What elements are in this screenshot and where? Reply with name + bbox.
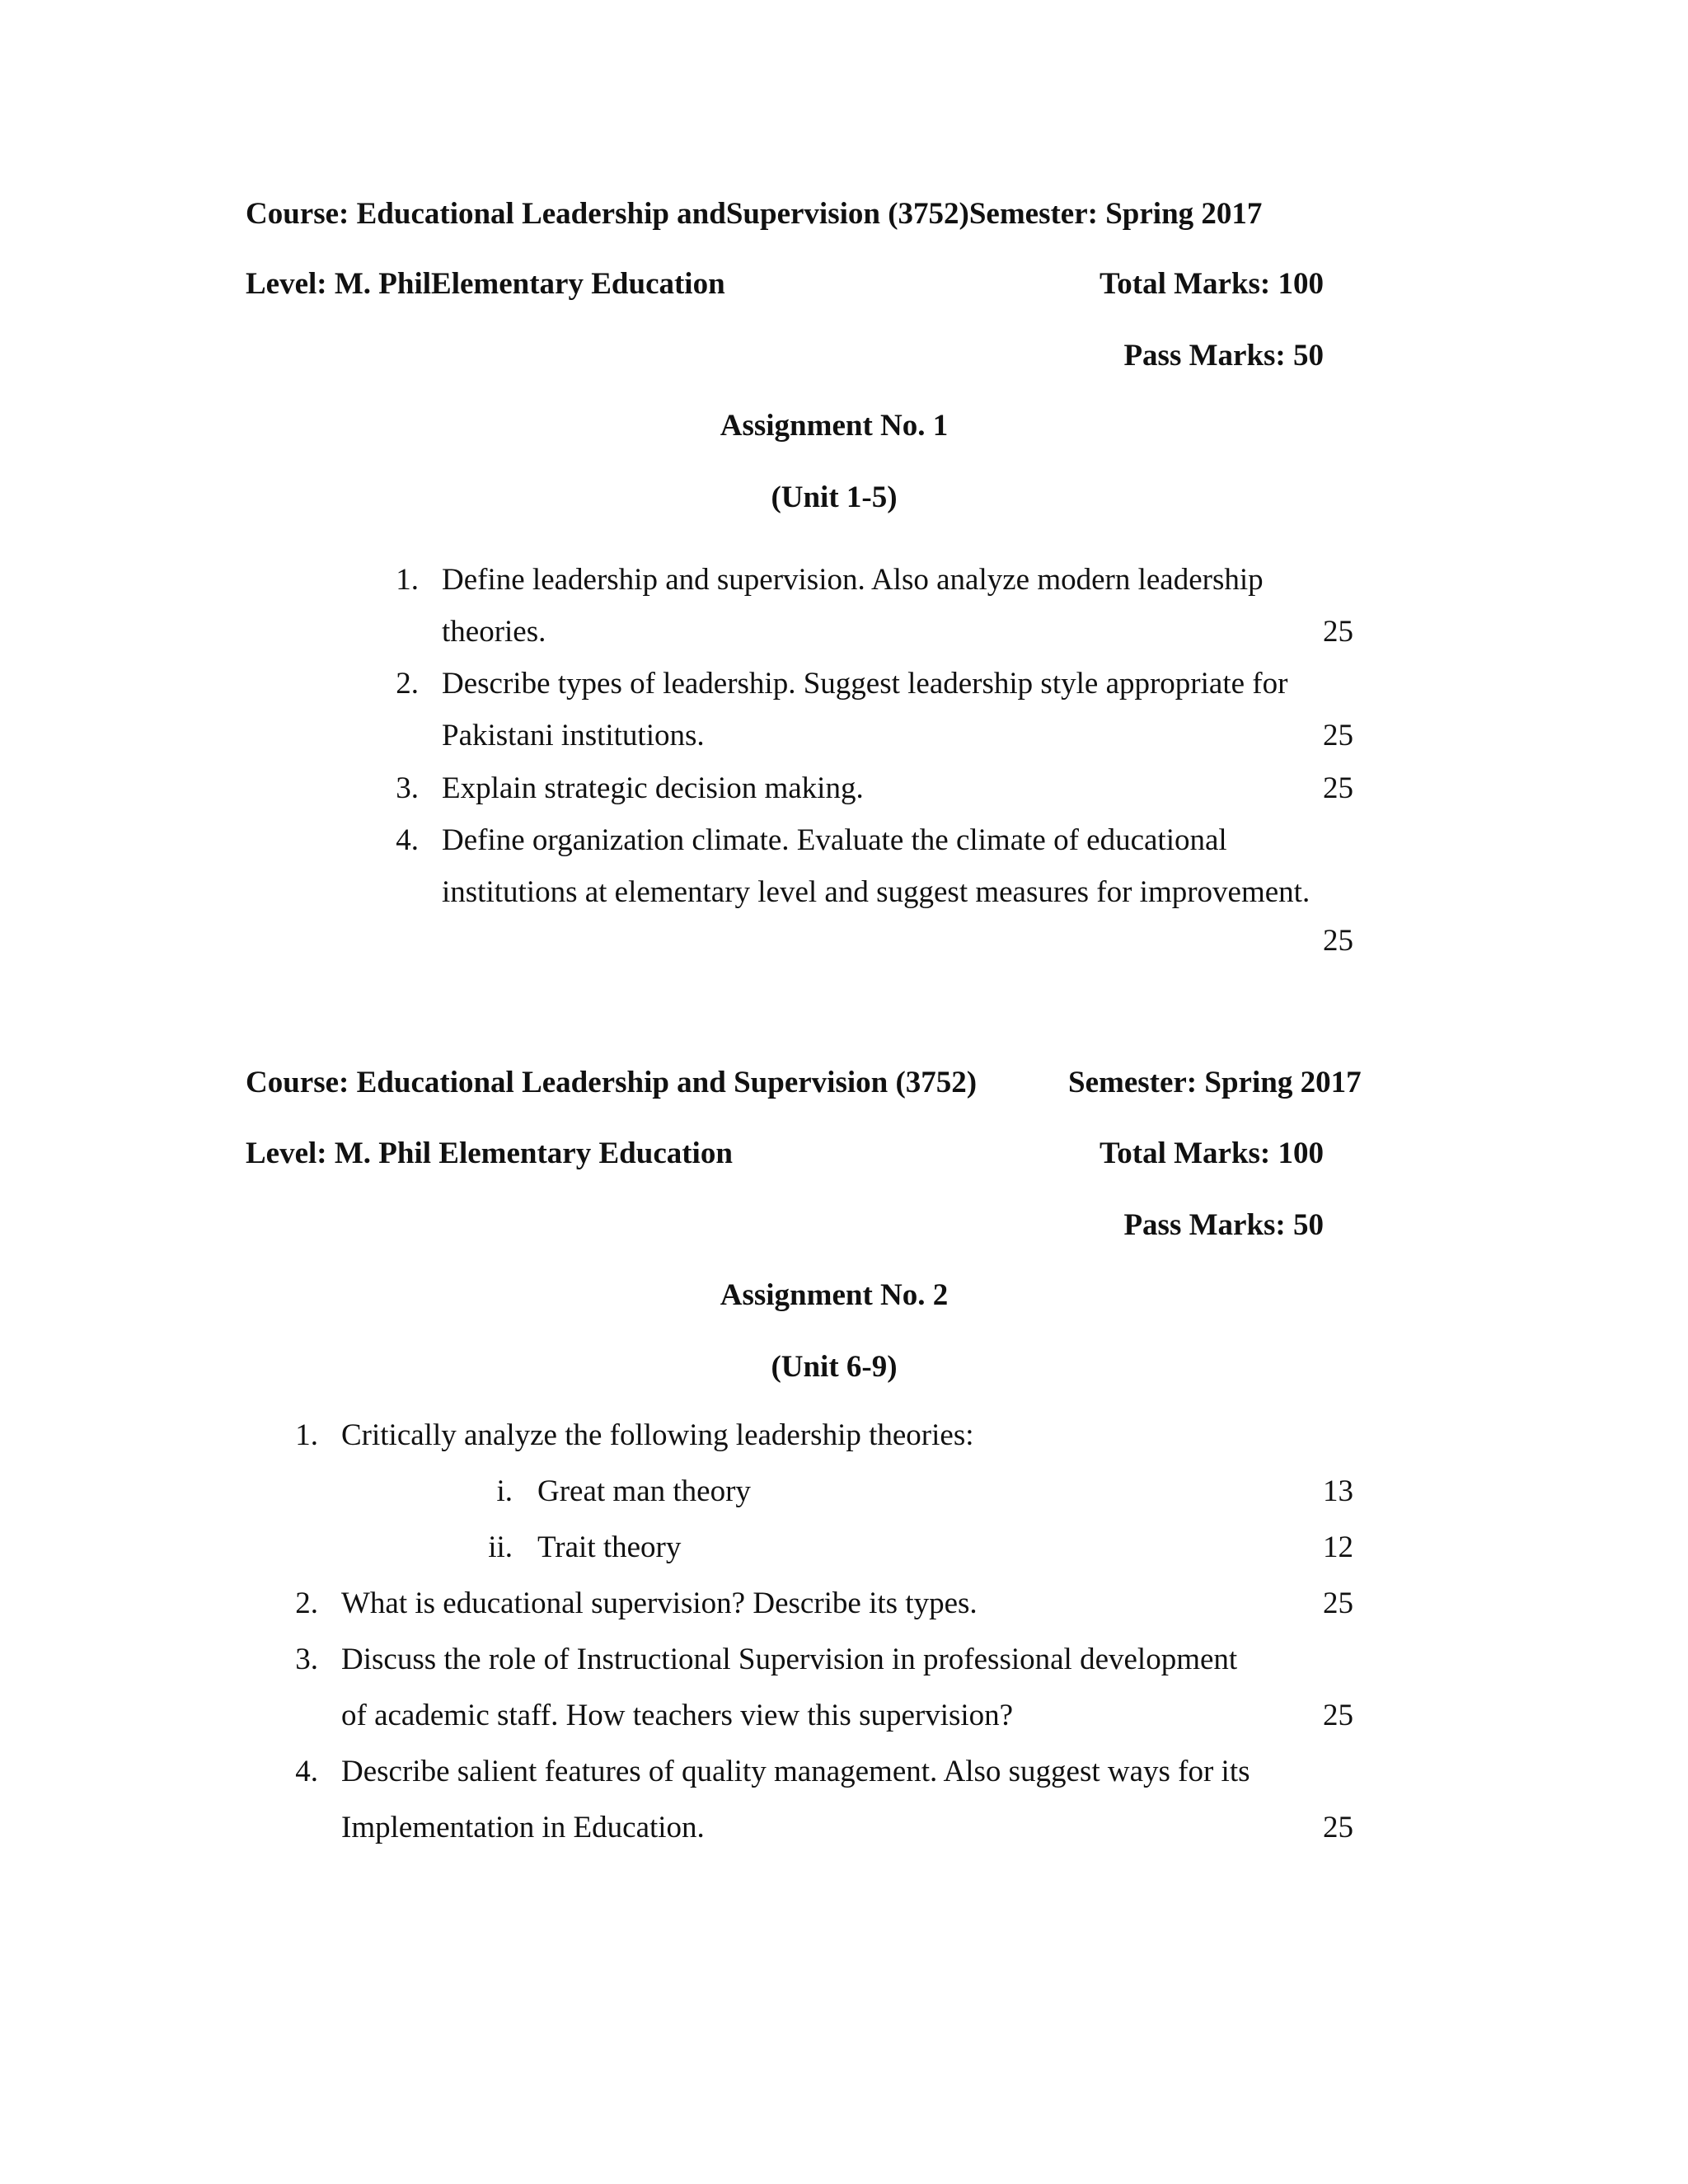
question-text: What is educational supervision? Describe its types.: [341, 1586, 978, 1620]
question-number: 1.: [295, 1418, 318, 1452]
question-text: theories.: [442, 615, 546, 649]
total-marks-2: Total Marks: 100: [1099, 1137, 1324, 1170]
question-mark: 25: [1323, 719, 1353, 752]
subitem-text: Great man theory: [537, 1474, 751, 1508]
question-number: 3.: [295, 1643, 318, 1676]
question-number: 2.: [295, 1586, 318, 1620]
subitem-mark: 13: [1323, 1474, 1353, 1508]
question-text: Define organization climate. Evaluate the climate of educational: [442, 823, 1227, 857]
question-text: of academic staff. How teachers view this supervision?: [341, 1699, 1014, 1732]
total-marks-1: Total Marks: 100: [1099, 267, 1324, 301]
course-line-1: Course: Educational Leadership andSupervision (3752)Semester: Spring 2017: [246, 197, 1263, 231]
question-number: 3.: [396, 771, 419, 805]
question-mark: 25: [1323, 615, 1353, 649]
question-number: 1.: [396, 563, 419, 597]
question-mark: 25: [1323, 1586, 1353, 1620]
question-text: Describe salient features of quality management. Also suggest ways for its: [341, 1755, 1250, 1788]
question-text: Critically analyze the following leadership theories:: [341, 1418, 974, 1452]
question-text: institutions at elementary level and suggest measures for improvement.: [442, 875, 1311, 909]
question-mark: 25: [1323, 1811, 1353, 1844]
unit-range-1: (Unit 1-5): [771, 480, 898, 514]
subitem-text: Trait theory: [537, 1530, 682, 1564]
question-number: 4.: [295, 1755, 318, 1788]
question-text: Discuss the role of Instructional Supervision in professional development: [341, 1643, 1238, 1676]
question-text: Implementation in Education.: [341, 1811, 705, 1844]
question-text: Define leadership and supervision. Also analyze modern leadership: [442, 563, 1264, 597]
question-text: Pakistani institutions.: [442, 719, 705, 752]
subitem-mark: 12: [1323, 1530, 1353, 1564]
question-mark: 25: [1323, 771, 1353, 805]
level-line-2: Level: M. Phil Elementary Education: [246, 1137, 733, 1170]
question-number: 4.: [396, 823, 419, 857]
assignment-title-2: Assignment No. 2: [720, 1278, 949, 1312]
level-line-1: Level: M. PhilElementary Education: [246, 267, 725, 301]
question-text: Explain strategic decision making.: [442, 771, 864, 805]
subitem-number: i.: [496, 1474, 513, 1508]
pass-marks-1: Pass Marks: 50: [1123, 339, 1324, 373]
question-mark: 25: [1323, 924, 1353, 958]
pass-marks-2: Pass Marks: 50: [1123, 1208, 1324, 1242]
semester-2: Semester: Spring 2017: [1068, 1066, 1362, 1099]
assignment-title-1: Assignment No. 1: [720, 409, 949, 443]
question-text: Describe types of leadership. Suggest leadership style appropriate for: [442, 667, 1288, 701]
question-number: 2.: [396, 667, 419, 701]
unit-range-2: (Unit 6-9): [771, 1350, 898, 1384]
subitem-number: ii.: [488, 1530, 513, 1564]
question-mark: 25: [1323, 1699, 1353, 1732]
course-line-2: Course: Educational Leadership and Supervision (3752): [246, 1066, 978, 1099]
